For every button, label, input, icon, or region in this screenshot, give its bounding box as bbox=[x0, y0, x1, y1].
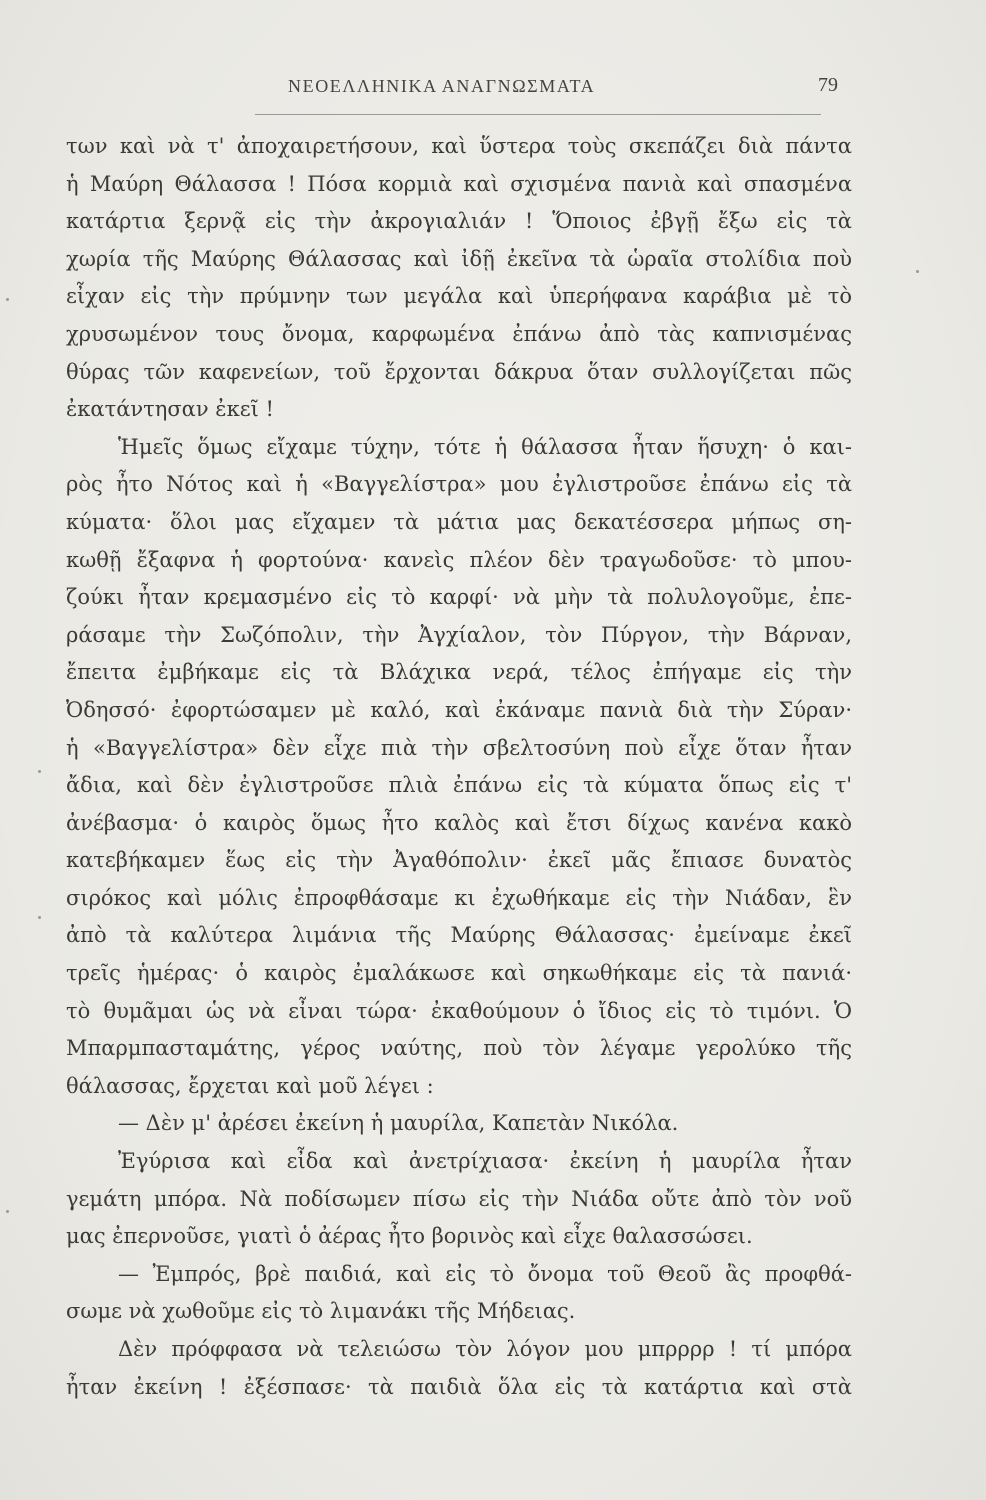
text-line: κωθῇ ἔξαφνα ἡ φορτούνα· κανεὶς πλέον δὲν τραγωδοῦσε· τὸ μπου- bbox=[66, 547, 852, 572]
text-line: σιρόκος καὶ μόλις ἐπροφθάσαμε κι ἐχωθήκαμε εἰς τὴν Νιάδαν, ἓν bbox=[66, 885, 852, 910]
text-line: τρεῖς ἡμέρας· ὁ καιρὸς ἐμαλάκωσε καὶ σηκωθήκαμε εἰς τὰ πανιά· bbox=[66, 961, 852, 986]
paper-speck bbox=[38, 916, 41, 919]
body-text bbox=[66, 128, 852, 1406]
paper-speck bbox=[38, 770, 41, 773]
text-line: ἦταν ἐκείνη ! ἐξέσπασε· τὰ παιδιὰ ὅλα εἰς τὰ κατάρτια καὶ στὰ bbox=[66, 1374, 852, 1399]
text-line: ἀνέβασμα· ὁ καιρὸς ὅμως ἦτο καλὸς καὶ ἔτσι δίχως κανένα κακὸ bbox=[66, 810, 852, 835]
paper-speck bbox=[916, 270, 919, 273]
page-number: 79 bbox=[818, 74, 838, 96]
text-line: ἀπὸ τὰ καλύτερα λιμάνια τῆς Μαύρης Θάλασσας· ἐμείναμε ἐκεῖ bbox=[66, 923, 852, 948]
running-head: ΝΕΟΕΛΛΗΝΙΚΑ ΑΝΑΓΝΩΣΜΑΤΑ bbox=[288, 76, 596, 96]
text-line: θύρας τῶν καφενείων, τοῦ ἔρχονται δάκρυα ὅταν συλλογίζεται πῶς bbox=[66, 359, 852, 384]
text-line: Ὀδησσό· ἐφορτώσαμεν μὲ καλό, καὶ ἐκάναμε πανιὰ διὰ τὴν Σύραν· bbox=[66, 697, 852, 722]
text-line: κατάρτια ξερνᾷ εἰς τὴν ἀκρογιαλιάν ! Ὅποιος ἐβγῇ ἔξω εἰς τὰ bbox=[66, 209, 852, 234]
text-line: ρὸς ἦτο Νότος καὶ ἡ «Βαγγελίστρα» μου ἐγλιστροῦσε ἐπάνω εἰς τὰ bbox=[66, 472, 852, 497]
paper-speck bbox=[6, 1210, 9, 1213]
text-line: γεμάτη μπόρα. Νὰ ποδίσωμεν πίσω εἰς τὴν Νιάδα οὔτε ἀπὸ τὸν νοῦ bbox=[66, 1186, 852, 1211]
text-line: χωρία τῆς Μαύρης Θάλασσας καὶ ἰδῇ ἐκεῖνα τὰ ὡραῖα στολίδια ποὺ bbox=[66, 246, 852, 271]
text-line: κατεβήκαμεν ἕως εἰς τὴν Ἀγαθόπολιν· ἐκεῖ μᾶς ἔπιασε δυνατὸς bbox=[66, 848, 852, 873]
text-line: τὸ θυμᾶμαι ὡς νὰ εἶναι τώρα· ἐκαθούμουν ὁ ἴδιος εἰς τὸ τιμόνι. Ὁ bbox=[66, 998, 852, 1023]
text-line: ἔπειτα ἐμβήκαμε εἰς τὰ Βλάχικα νερά, τέλος ἐπήγαμε εἰς τὴν bbox=[66, 660, 852, 685]
text-line: Ἡμεῖς ὅμως εἴχαμε τύχην, τότε ἡ θάλασσα ἦταν ἥσυχη· ὁ και- bbox=[118, 434, 852, 459]
text-line: μας ἐπερνοῦσε, γιατὶ ὁ ἀέρας ἦτο βορινὸς καὶ εἶχε θαλασσώσει. bbox=[66, 1224, 753, 1249]
text-line: — Δὲν μ' ἀρέσει ἐκείνη ἡ μαυρίλα, Καπετὰν Νικόλα. bbox=[118, 1111, 679, 1136]
text-line: — Ἐμπρός, βρὲ παιδιά, καὶ εἰς τὸ ὄνομα τοῦ Θεοῦ ἂς προφθά- bbox=[118, 1261, 852, 1286]
text-line: χρυσωμένον τους ὄνομα, καρφωμένα ἐπάνω ἀπὸ τὰς καπνισμένας bbox=[66, 321, 852, 346]
text-line: Δὲν πρόφφασα νὰ τελειώσω τὸν λόγον μου μπρρρρ ! τί μπόρα bbox=[118, 1337, 852, 1361]
text-line: εἶχαν εἰς τὴν πρύμνην των μεγάλα καὶ ὑπερήφανα καράβια μὲ τὸ bbox=[66, 284, 852, 309]
page-header bbox=[66, 76, 838, 106]
text-line: Μπαρμπασταμάτης, γέρος ναύτης, ποὺ τὸν λέγαμε γερολύκο τῆς bbox=[66, 1036, 852, 1061]
text-line: θάλασσας, ἔρχεται καὶ μοῦ λέγει : bbox=[66, 1073, 434, 1098]
text-line: των καὶ νὰ τ' ἀποχαιρετήσουν, καὶ ὕστερα τοὺς σκεπάζει διὰ πάντα bbox=[66, 134, 852, 158]
header-rule bbox=[255, 114, 821, 115]
text-line: ράσαμε τὴν Σωζόπολιν, τὴν Ἀγχίαλον, τὸν Πύργον, τὴν Βάρναν, bbox=[66, 622, 852, 647]
text-line: ἡ Μαύρη Θάλασσα ! Πόσα κορμιὰ καὶ σχισμένα πανιὰ καὶ σπασμένα bbox=[66, 171, 852, 196]
paper-speck bbox=[6, 298, 9, 301]
text-line: σωμε νὰ χωθοῦμε εἰς τὸ λιμανάκι τῆς Μήδειας. bbox=[66, 1299, 576, 1324]
text-line: ζούκι ἦταν κρεμασμένο εἰς τὸ καρφί· νὰ μὴν τὰ πολυλογοῦμε, ἐπε- bbox=[66, 585, 852, 610]
text-line: κύματα· ὅλοι μας εἴχαμεν τὰ μάτια μας δεκατέσσερα μήπως ση- bbox=[66, 509, 852, 534]
text-line: ἡ «Βαγγελίστρα» δὲν εἶχε πιὰ τὴν σβελτοσύνη ποὺ εἶχε ὅταν ἦταν bbox=[66, 735, 852, 760]
text-line: ἐκατάντησαν ἐκεῖ ! bbox=[66, 397, 274, 422]
text-line: ἄδια, καὶ δὲν ἐγλιστροῦσε πλιὰ ἐπάνω εἰς τὰ κύματα ὅπως εἰς τ' bbox=[66, 773, 852, 798]
text-line: Ἐγύρισα καὶ εἶδα καὶ ἀνετρίχιασα· ἐκείνη ἡ μαυρίλα ἦταν bbox=[118, 1149, 852, 1174]
